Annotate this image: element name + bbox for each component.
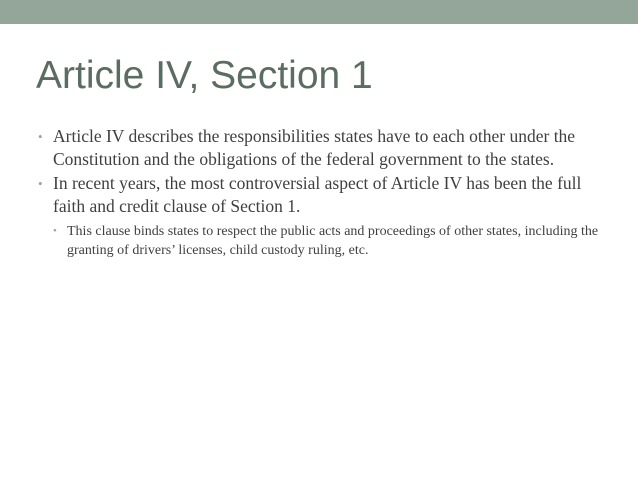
sub-bullet-marker: • xyxy=(53,225,57,237)
sub-bullet-item xyxy=(53,222,608,260)
bullet-item xyxy=(38,125,608,171)
bullet-marker: • xyxy=(38,129,43,144)
sub-bullet-list xyxy=(53,222,608,260)
bullet-marker: • xyxy=(38,176,43,191)
bullet-text: In recent years, the most controversial aspect of Article IV has been the full faith and credit clause of Section 1. xyxy=(53,173,582,216)
bullet-item xyxy=(38,172,608,260)
slide-title: Article IV, Section 1 xyxy=(36,54,373,97)
bullet-list xyxy=(38,125,608,261)
sub-bullet-text: This clause binds states to respect the public acts and proceedings of other states, including the granting of drivers’ licenses, child custody ruling, etc. xyxy=(67,224,599,258)
bullet-text: Article IV describes the responsibilities states have to each other under the Constitution and the obligations of the federal government to the states. xyxy=(53,126,576,169)
top-accent-bar xyxy=(0,0,638,24)
